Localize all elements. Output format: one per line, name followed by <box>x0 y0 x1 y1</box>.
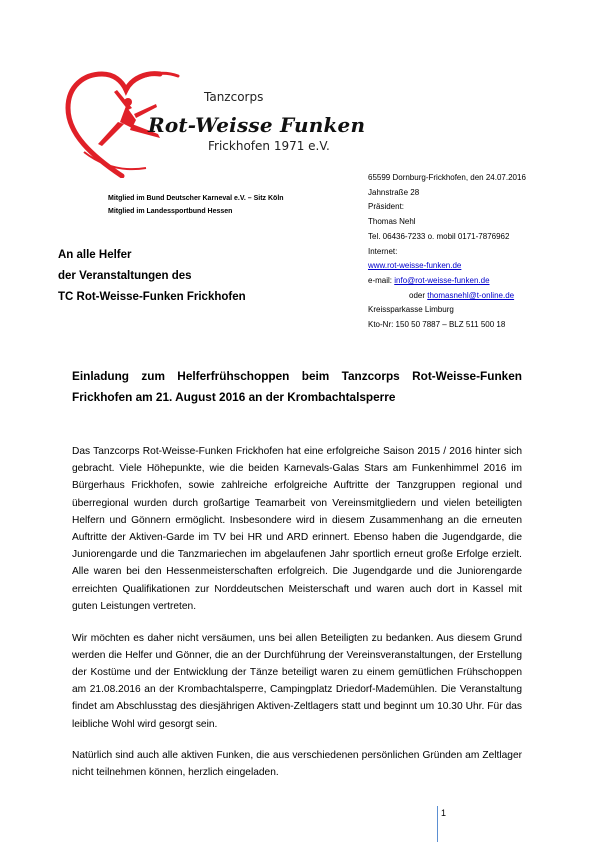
recipient-line: An alle Helfer <box>58 249 132 261</box>
street: Jahnstraße 28 <box>368 187 420 197</box>
sender-block <box>368 171 583 333</box>
page-number: 1 <box>441 808 447 818</box>
subject-line: Einladung zum Helferfrühschoppen beim Tanzcorps Rot-Weisse-Funken Frickhofen am 21. August 2016 an der Krombachtalsperre <box>72 369 522 404</box>
memberships <box>108 192 284 218</box>
sender-name: Thomas Nehl <box>368 217 416 227</box>
page-number-rule <box>437 806 438 842</box>
membership-line: Mitglied im Landessportbund Hessen <box>108 208 233 215</box>
logo-line-place: Frickhofen 1971 e.V. <box>208 139 330 153</box>
membership-line: Mitglied im Bund Deutscher Karneval e.V. – Sitz Köln <box>108 195 284 202</box>
paragraph: Wir möchten es daher nicht versäumen, uns bei allen Beteiligten zu bedanken. Aus diesem Grund werden die Helfer und Gönner, die an der Durchführung der Vereinsveranstaltungen, der Erstellung der Kostüme und der Entwicklung der Tänze beteiligt waren zu einem gemütlichen Frühschoppen am 21.08.2016 an der Krombachtalsperre, Campingplatz Driedorf-Mademühlen. Die Veranstaltung findet am Abschlusstag des diesjährigen Aktiven-Zeltlagers statt und beginnt um 10.30 Uhr. Für das leibliche Wohl wird gesorgt sein. <box>72 632 522 730</box>
account: Kto-Nr: 150 50 7887 – BLZ 511 500 18 <box>368 320 506 330</box>
email-link-2[interactable]: thomasnehl@t-online.de <box>427 290 515 300</box>
phone: Tel. 06436-7233 o. mobil 0171-7876962 <box>368 231 510 241</box>
role: Präsident: <box>368 202 405 212</box>
paragraph: Das Tanzcorps Rot-Weisse-Funken Frickhofen hat eine erfolgreiche Saison 2015 / 2016 hinter sich gebracht. Viele Höhepunkte, wie die beiden Karnevals-Galas Stars am Funkenhimmel 2016 im Bürgerhaus Frickhofen, sowie zahlreiche erfolgreiche Auftritte der Tanzgruppen regional und überregional wurden durch großartige Teamarbeit von Vereinsmitgliedern und vielen beteiligten Helfern und Gönnern ermöglicht. Insbesondere wird in diesem Zusammenhang an die erneuten Auftritte der Aktiven-Garde im TV bei HR und ARD erinnert. Ebenso haben die Jugendgarde, die Juniorengarde und die Tanzmariechen im abgelaufenen Jahr sportlich erneut große Erfolge erzielt. Alle waren bei den Hessenmeisterschaften erfolgreich. Die Jugendgarde und die Juniorengarde erreichten Qualifikationen zur Norddeutschen Meisterschaft und waren auch dort in Kassel mit guten Leistungen vertreten. <box>72 446 522 612</box>
email-or: oder <box>409 290 426 300</box>
recipient-address <box>58 245 246 308</box>
email-link-1[interactable]: info@rot-weisse-funken.de <box>394 275 490 285</box>
date-line: 65599 Dornburg-Frickhofen, den 24.07.2016 <box>368 173 526 182</box>
bank: Kreissparkasse Limburg <box>368 305 454 315</box>
internet-label: Internet: <box>368 246 398 256</box>
recipient-line: der Veranstaltungen des <box>58 270 192 282</box>
recipient-line: TC Rot-Weisse-Funken Frickhofen <box>58 291 246 303</box>
website-link[interactable]: www.rot-weisse-funken.de <box>368 261 462 271</box>
paragraph: Natürlich sind auch alle aktiven Funken, die aus verschiedenen persönlichen Gründen am Zeltlager nicht teilnehmen können, herzlich eingeladen. <box>72 750 522 779</box>
heart-outline-icon <box>68 74 160 176</box>
logo-line-tanzcorps: Tanzcorps <box>204 90 264 104</box>
letter-body <box>72 443 522 796</box>
email-label: e-mail: <box>368 275 393 285</box>
logo-line-club-name: Rot-Weisse Funken <box>148 113 366 137</box>
